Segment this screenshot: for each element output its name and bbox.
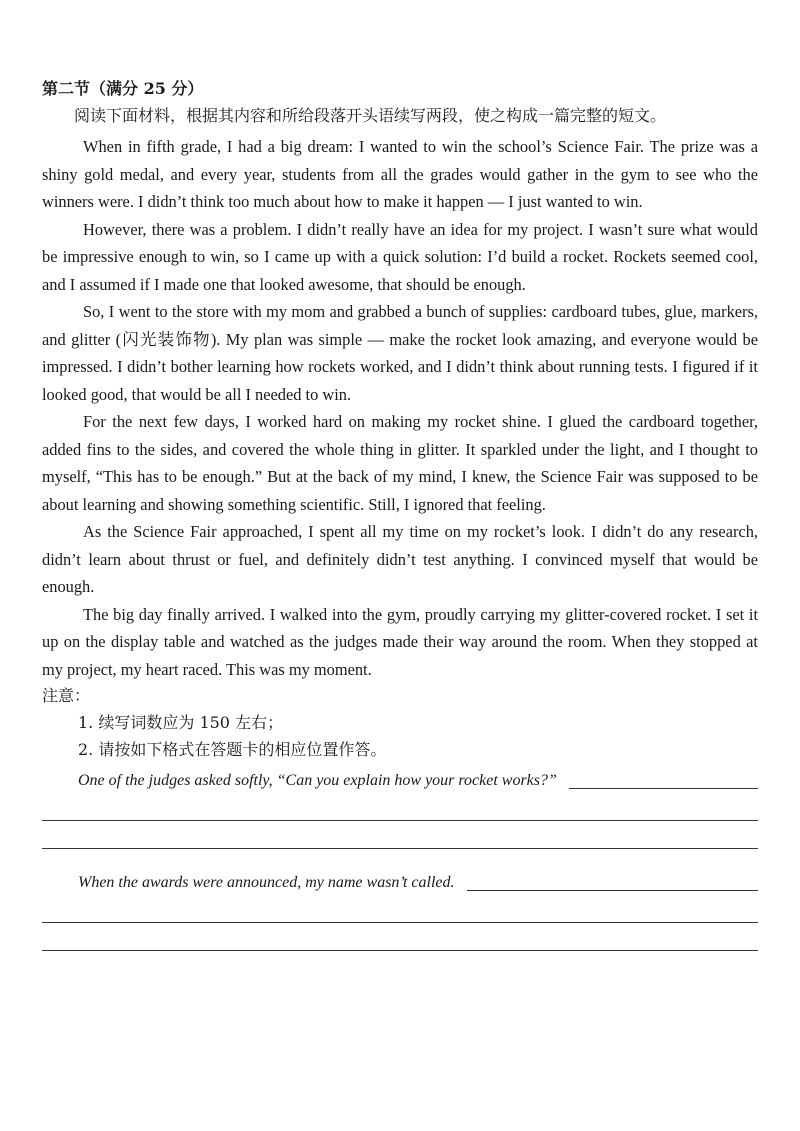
prompt-1-opening: One of the judges asked softly, “Can you explain how your rocket works?” — [78, 772, 557, 789]
story-paragraph-4: For the next few days, I worked hard on making my rocket shine. I glued the cardboard together, added fins to the sides, and covered the whole thing in glitter. It sparkled under the light, and I thought to myself, “This has to be enough.” But at the back of my mind, I knew, the Science Fair was supposed to be about learning and showing something scientific. Still, I ignored that feeling. — [42, 412, 758, 514]
answer-line[interactable] — [42, 923, 758, 951]
answer-line[interactable] — [42, 895, 758, 923]
answer-line[interactable] — [569, 787, 758, 789]
story-paragraph-3: So, I went to the store with my mom and grabbed a bunch of supplies: cardboard tubes, glue, markers, and glitter (闪光装饰物). My plan was simple — make the rocket look amazing, and everyone would be impressed. I didn’t bother learning how rockets worked, and I didn’t think about running tests. I figured if it looked good, that would be all I needed to win. — [42, 302, 758, 404]
story-passage — [42, 133, 758, 683]
note-word-count: 1. 续写词数应为 150 左右； — [78, 713, 284, 732]
story-paragraph-6: The big day finally arrived. I walked into the gym, proudly carrying my glitter-covered rocket. I set it up on the display table and watched as the judges made their way around the room. When they stopped at my project, my heart raced. This was my moment. — [42, 604, 758, 679]
note-format: 2. 请按如下格式在答题卡的相应位置作答。 — [78, 740, 387, 759]
section-heading: 第二节（满分 25 分） — [42, 79, 204, 98]
answer-line[interactable] — [42, 821, 758, 849]
continuation-prompt-1 — [42, 769, 758, 793]
prompt-spacer — [42, 849, 758, 865]
story-paragraph-2: However, there was a problem. I didn’t really have an idea for my project. I wasn’t sure what would be impressive enough to win, so I came up with a quick solution: I’d build a rocket. Rockets seemed cool, and I assumed if I made one that looked awesome, that should be enough. — [42, 219, 758, 294]
prompt-2-opening: When the awards were announced, my name wasn’t called. — [78, 874, 455, 891]
story-paragraph-1: When in fifth grade, I had a big dream: I wanted to win the school’s Science Fair. The prize was a shiny gold medal, and every year, students from all the grades would gather in the gym to see who the winners were. I didn’t think too much about how to make it happen — I just wanted to win. — [42, 137, 758, 211]
story-paragraph-5: As the Science Fair approached, I spent all my time on my rocket’s look. I didn’t do any research, didn’t learn about thrust or fuel, and definitely didn’t test anything. I convinced myself that would be enough. — [42, 522, 758, 596]
continuation-prompt-2 — [42, 871, 758, 895]
answer-line[interactable] — [467, 889, 758, 891]
answer-line[interactable] — [42, 793, 758, 821]
notes-title: 注意： — [42, 686, 91, 705]
section-instruction: 阅读下面材料，根据其内容和所给段落开头语续写两段，使之构成一篇完整的短文。 — [74, 106, 667, 125]
